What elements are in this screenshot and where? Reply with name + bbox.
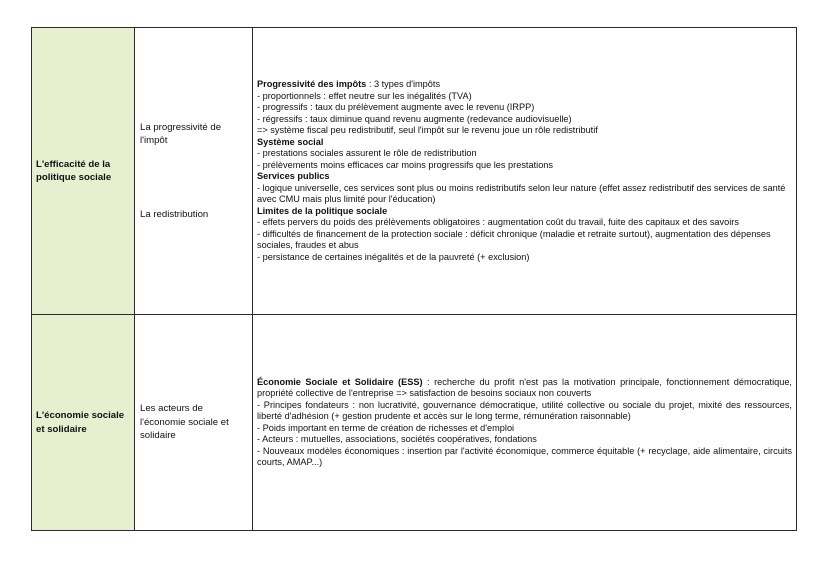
bullet-line: - régressifs : taux diminue quand revenu augmente (redevance audiovisuelle) [257, 113, 572, 124]
section-heading: Progressivité des impôts [257, 79, 367, 89]
bullet-line: - logique universelle, ces services sont plus ou moins redistributifs selon leur nature (effet assez redistributif des services de santé avec CMU mais plus limité pour l'éducation) [257, 182, 786, 204]
bullet-line: - Acteurs : mutuelles, associations, sociétés coopératives, fondations [257, 434, 537, 444]
theme-label: L'efficacité de la politique sociale [36, 158, 112, 183]
bullet-line: - Poids important en terme de création de richesses et d'emploi [257, 422, 515, 433]
table-row [32, 315, 797, 531]
paragraph [257, 377, 792, 400]
theme-cell [32, 315, 135, 531]
bullet-line: - prestations sociales assurent le rôle de redistribution [257, 148, 477, 158]
subtopic-cell [135, 28, 253, 315]
bullet-line: - effets pervers du poids des prélèvements obligatoires : augmentation coût du travail, fuite des capitaux et des savoirs [257, 217, 739, 227]
bullet-line: - proportionnels : effet neutre sur les inégalités (TVA) [257, 90, 472, 101]
subtopic-label: Les acteurs de l'économie sociale et solidaire [140, 403, 229, 442]
bullet-line: - difficultés de financement de la protection sociale : déficit chronique (maladie et retraite surtout), augmentation des dépenses sociales, fraudes et abus [257, 228, 771, 250]
section-heading: Services publics [257, 171, 330, 181]
bullet-line: - prélèvements moins efficaces car moins progressifs que les prestations [257, 159, 554, 170]
section-heading: Limites de la politique sociale [257, 205, 388, 216]
subtopic-label: La redistribution [140, 208, 209, 220]
bullet-line: - Nouveaux modèles économiques : insertion par l'activité économique, commerce équitable (+ recyclage, aide alimentaire, circuits courts, AMAP...) [257, 445, 792, 467]
document-page [31, 27, 796, 530]
section-heading: Système social [257, 136, 324, 147]
theme-cell [32, 28, 135, 315]
summary-table [31, 27, 797, 531]
bullet-line: - progressifs : taux du prélèvement augmente avec le revenu (IRPP) [257, 102, 535, 112]
bullet-line: - Principes fondateurs : non lucrativité, gouvernance démocratique, utilité collective ou sociale du projet, mixité des ressources, liberté d'adhésion (+ gestion prudente et accès sur le long terme, rémunération raisonnable) [257, 399, 792, 421]
bullet-line: => système fiscal peu redistributif, seul l'impôt sur le revenu joue un rôle redistributif [257, 125, 598, 135]
content-cell [253, 315, 797, 531]
theme-label: L'économie sociale et solidaire [36, 410, 125, 435]
subtopic-label: La progressivité de l'impôt [140, 121, 222, 147]
table-row [32, 28, 797, 315]
content-cell [253, 28, 797, 315]
subtopic-cell [135, 315, 253, 531]
section-heading: Économie Sociale et Solidaire (ESS) [257, 376, 423, 387]
bullet-line: - persistance de certaines inégalités et de la pauvreté (+ exclusion) [257, 251, 530, 262]
section-heading-rest: : 3 types d'impôts [366, 79, 441, 89]
paragraph [257, 79, 792, 91]
intro-text: : recherche du profit n'est pas la motivation principale, fonctionnement démocratique, propriété collective de l'entreprise => satisfaction de besoins sociaux non couverts [257, 376, 792, 398]
